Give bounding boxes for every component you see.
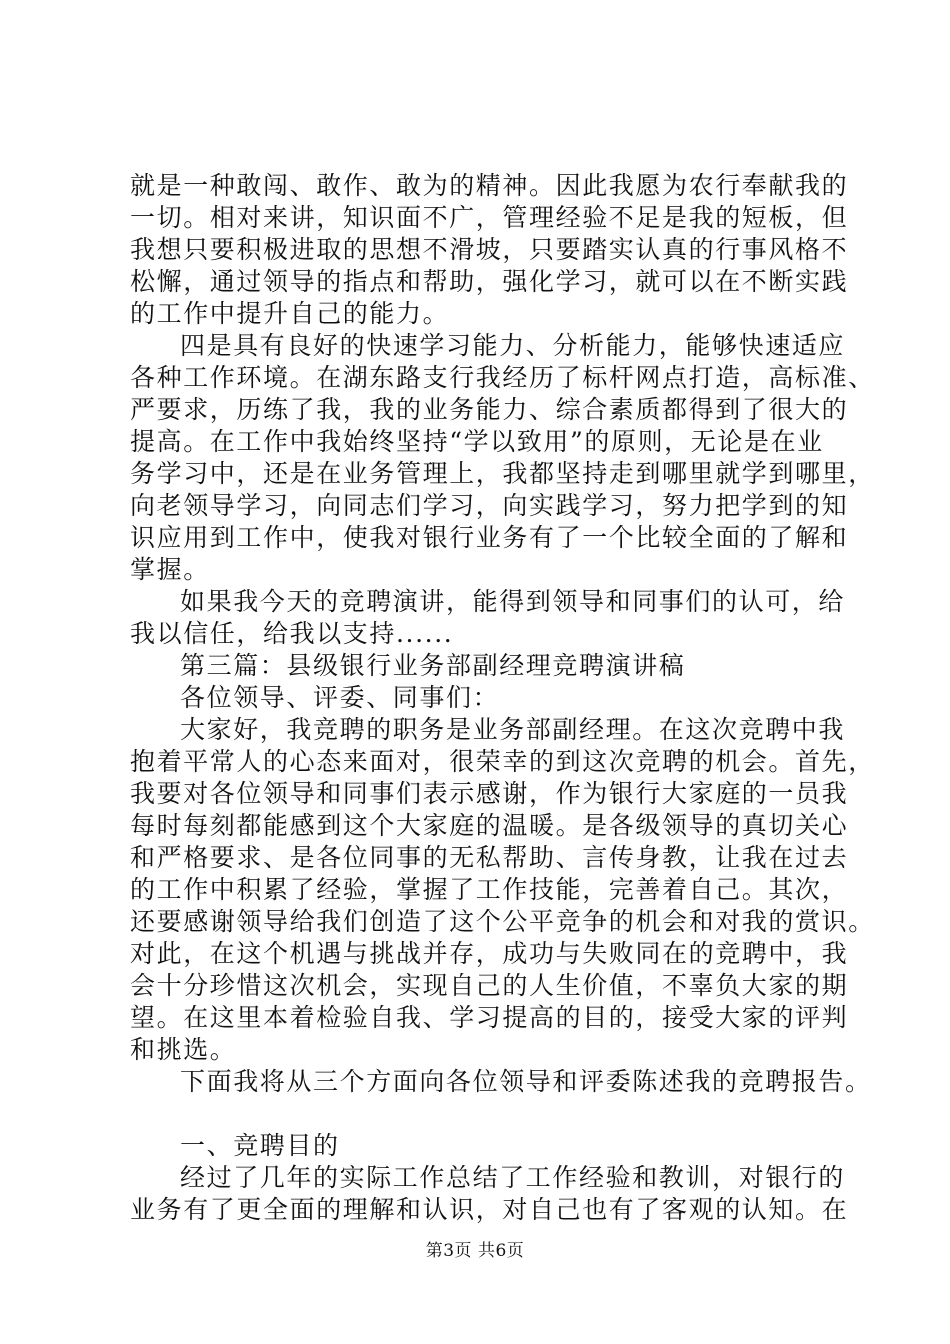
text-line: 和挑选。	[130, 1035, 237, 1064]
text-line: 对此，在这个机遇与挑战并存，成功与失败同在的竞聘中，我	[130, 939, 849, 968]
text-line: 大家好，我竞聘的职务是业务部副经理。在这次竞聘中我	[180, 715, 846, 744]
text-line: 会十分珍惜这次机会，实现自己的人生价值，不辜负大家的期	[130, 971, 849, 1000]
text-line: 的工作中提升自己的能力。	[130, 299, 450, 328]
text-line: 就是一种敢闯、敢作、敢为的精神。因此我愿为农行奉献我的	[130, 171, 849, 200]
text-line: 每时每刻都能感到这个大家庭的温暖。是各级领导的真切关心	[130, 811, 849, 840]
text-line: 一切。相对来讲，知识面不广，管理经验不足是我的短板，但	[130, 203, 849, 232]
text-line: 掌握。	[130, 555, 210, 584]
text-line: 各位领导、评委、同事们：	[180, 683, 500, 712]
text-line: 严要求，历练了我，我的业务能力、综合素质都得到了很大的	[130, 395, 849, 424]
blank-line	[130, 1098, 850, 1130]
text-line: 如果我今天的竞聘演讲，能得到领导和同事们的认可，给	[180, 587, 846, 616]
text-line: 我以信任，给我以支持......	[130, 619, 454, 648]
text-line: 的工作中积累了经验，掌握了工作技能，完善着自己。其次，	[130, 875, 849, 904]
text-line: 松懈，通过领导的指点和帮助，强化学习，就可以在不断实践	[130, 267, 849, 296]
text-line: 抱着平常人的心态来面对，很荣幸的到这次竞聘的机会。首先，	[130, 747, 875, 776]
text-line: 还要感谢领导给我们创造了这个公平竞争的机会和对我的赏识。	[130, 907, 875, 936]
text-line: 向老领导学习，向同志们学习，向实践学习，努力把学到的知	[130, 491, 849, 520]
text-line: 务学习中，还是在业务管理上，我都坚持走到哪里就学到哪里，	[130, 459, 875, 488]
text-line: 经过了几年的实际工作总结了工作经验和教训，对银行的	[180, 1163, 846, 1192]
text-line: 我要对各位领导和同事们表示感谢，作为银行大家庭的一员我	[130, 779, 849, 808]
page-footer: 第3页 共6页	[425, 1241, 525, 1261]
text-line: 第三篇：县级银行业务部副经理竞聘演讲稿	[180, 651, 686, 680]
text-line: 提高。在工作中我始终坚持“学以致用”的原则，无论是在业	[130, 427, 824, 456]
text-line: 和严格要求、是各位同事的无私帮助、言传身教，让我在过去	[130, 843, 849, 872]
text-line: 各种工作环境。在湖东路支行我经历了标杆网点打造，高标准、	[130, 363, 875, 392]
text-line: 业务有了更全面的理解和认识，对自己也有了客观的认知。在	[130, 1195, 849, 1224]
text-line: 四是具有良好的快速学习能力、分析能力，能够快速适应	[180, 331, 846, 360]
text-line: 我想只要积极进取的思想不滑坡，只要踏实认真的行事风格不	[130, 235, 849, 264]
text-line: 下面我将从三个方面向各位领导和评委陈述我的竞聘报告。	[180, 1067, 872, 1096]
text-line: 一、竞聘目的	[180, 1131, 340, 1160]
text-line: 望。在这里本着检验自我、学习提高的目的，接受大家的评判	[130, 1003, 849, 1032]
text-line: 识应用到工作中，使我对银行业务有了一个比较全面的了解和	[130, 523, 849, 552]
document-body	[130, 170, 875, 1226]
